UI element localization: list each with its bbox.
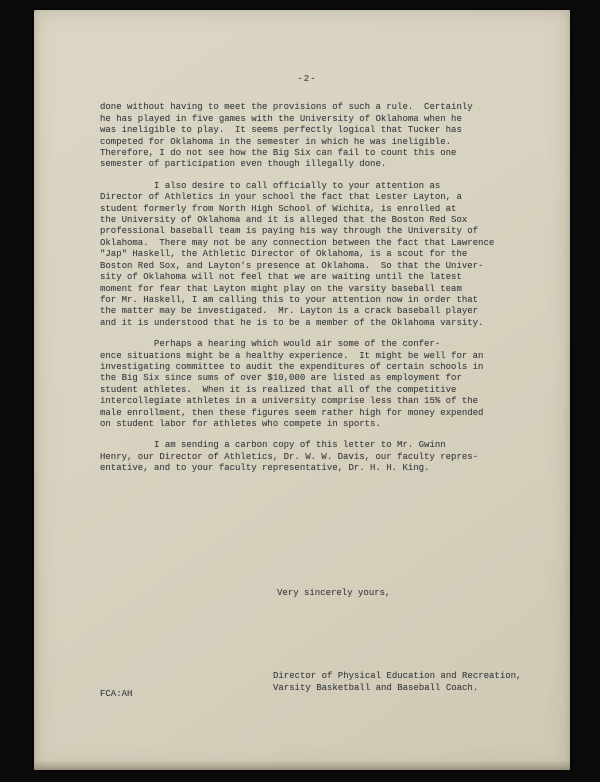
- paragraph-layton-allegation: I also desire to call officially to your attention as Director of Athletics in your school the fact that Lester Layton, a student formerly from North High School of Wichita, is enrolled at the University of Oklahoma and it is alleged that the Boston Red Sox professional baseball team is paying his way through the University of Oklahoma. There may not be any connection between the fact that Lawrence "Jap" Haskell, the Athletic Director of Oklahoma, is a scout for the Boston Red Sox, and Layton's presence at Oklahoma. So that the Univer- sity of Oklahoma will not feel that we are waiting until the latest moment for fear that Layton might play on the varsity baseball team for Mr. Haskell, I am calling this to your attention now in order that the matter may be investigated. Mr. Layton is a crack baseball player and it is understood that he is to be a member of the Oklahoma varsity.: [100, 180, 495, 328]
- paragraph-carbon-copy: I am sending a carbon copy of this letter to Mr. Gwinn Henry, our Director of Athletics, Dr. W. W. Davis, our faculty repres- entative, and to your faculty representative, Dr. H. H. King.: [100, 440, 479, 474]
- typist-initials: FCA:AH: [100, 689, 133, 699]
- signature-title-line-1: Director of Physical Education and Recreation,: [273, 671, 522, 681]
- closing-salutation: Very sincerely yours,: [277, 588, 391, 598]
- page-number: -2-: [297, 74, 317, 84]
- paragraph-hearing-proposal: Perhaps a hearing which would air some of the confer- ence situations might be a healthy experience. It might be well for an investigating committee to audit the expenditures of certain schools in the Big Six since sums of over $10,000 are listed as employment for student athletes. When it is realized that all of the competitive intercollegiate athletes in a university comprise less than 15% of the male enrollment, then these figures seem rather high for money expended on student labor for athletes who compete in sports.: [100, 339, 484, 429]
- paragraph-continuation: done without having to meet the provisions of such a rule. Certainly he has played in five games with the University of Oklahoma when he was ineligible to play. It seems perfectly logical that Tucker has competed for Oklahoma in the semester in which he was ineligible. Therefore, I do not see how the Big Six can fail to count this one semester of participation even though illegally done.: [100, 102, 473, 170]
- letter-body: [100, 74, 514, 485]
- signature-block: [273, 670, 521, 694]
- letter-page: [34, 10, 570, 770]
- signature-title-line-2: Varsity Basketball and Baseball Coach.: [273, 683, 479, 693]
